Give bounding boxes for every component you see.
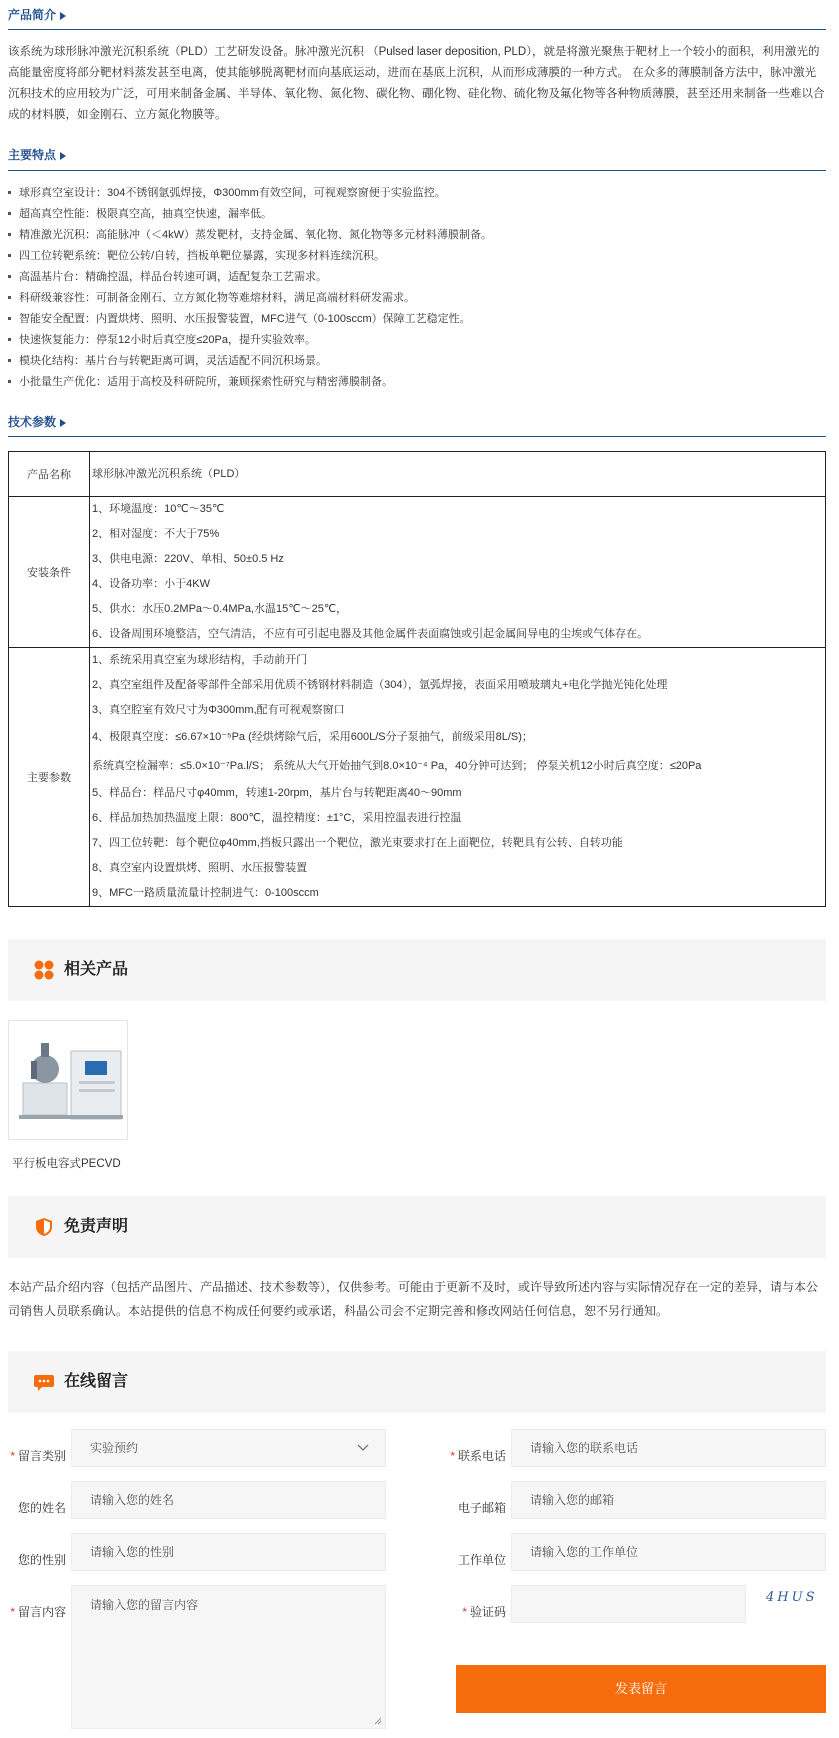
install-value <box>90 497 826 648</box>
chevron-down-icon <box>357 1444 369 1452</box>
disclaimer-title: 免责声明 <box>64 1218 129 1235</box>
param-line: 6、样品加热加热温度上限：800℃，温控精度：±1°C，采用控温表进行控温 <box>92 812 462 824</box>
table-row <box>9 452 826 497</box>
bullet-icon <box>8 296 11 299</box>
captcha-input[interactable] <box>511 1585 746 1623</box>
install-label: 安装条件 <box>9 497 90 648</box>
product-thumbnail[interactable] <box>8 1020 128 1140</box>
triangle-right-icon <box>60 152 66 160</box>
features-divider <box>8 170 826 171</box>
feature-item <box>8 246 826 267</box>
install-line: 5、供水：水压0.2MPa～0.4MPa,水温15℃～25℃， <box>92 603 348 615</box>
message-header <box>8 1351 826 1413</box>
type-label: * 留言类别 <box>10 1449 66 1463</box>
disclaimer-paragraph: 本站产品介绍内容（包括产品图片、产品描述、技术参数等），仅供参考。可能由于更新不及时，或许导致所述内容与实际情况存在一定的差异，请与本公司销售人员联系确认。本站提供的信息不构成任何要约或承诺，科晶公司会不定期完善和修改网站任何信息，恕不另行通知。 <box>8 1280 819 1318</box>
main-params-value <box>90 648 826 907</box>
name-label: 您的姓名 <box>17 1501 66 1515</box>
table-row <box>9 648 826 907</box>
feature-text: 超高真空性能：极限真空高，抽真空快速，漏率低。 <box>19 208 272 220</box>
feature-item <box>8 351 826 372</box>
bullet-icon <box>8 317 11 320</box>
product-name-link[interactable]: 平行板电容式PECVD <box>12 1158 121 1170</box>
param-line: 2、真空室组件及配备零部件全部采用优质不锈钢材料制造（304），氩弧焊接，表面采用喷玻璃丸+电化学抛光钝化处理 <box>92 679 668 691</box>
bullet-icon <box>8 359 11 362</box>
content-placeholder: 请输入您的留言内容 <box>90 1598 199 1612</box>
feature-text: 模块化结构：基片台与转靶距离可调，灵活适配不同沉积场景。 <box>19 355 327 367</box>
phone-label-text: 联系电话 <box>457 1449 506 1463</box>
bullet-icon <box>8 233 11 236</box>
resize-handle-icon[interactable] <box>374 1717 382 1725</box>
feature-item <box>8 288 826 309</box>
company-input[interactable]: 请输入您的工作单位 <box>511 1533 826 1571</box>
message-title: 在线留言 <box>64 1373 129 1390</box>
related-products-title: 相关产品 <box>64 961 129 978</box>
grid-icon <box>34 960 54 980</box>
email-input[interactable]: 请输入您的邮箱 <box>511 1481 826 1519</box>
message-type-select[interactable] <box>71 1429 386 1467</box>
table-row <box>9 497 826 648</box>
bullet-icon <box>8 380 11 383</box>
feature-item <box>8 372 826 393</box>
captcha-label-text: 验证码 <box>469 1605 506 1619</box>
feature-item <box>8 204 826 225</box>
pecvd-machine-image <box>9 1021 127 1139</box>
content-label-text: 留言内容 <box>17 1605 66 1619</box>
product-name-value <box>90 452 826 497</box>
bullet-icon <box>8 275 11 278</box>
param-line: 5、样品台：样品尺寸φ40mm，转速1-20rpm，基片台与转靶距离40～90mm <box>92 787 462 799</box>
message-type-value: 实验预约 <box>90 1441 139 1455</box>
bullet-icon <box>8 338 11 341</box>
param-line: 8、真空室内设置烘烤、照明、水压报警装置 <box>92 862 308 874</box>
feature-item <box>8 225 826 246</box>
spec-table <box>8 451 826 907</box>
feature-item <box>8 183 826 204</box>
email-label: 电子邮箱 <box>457 1501 506 1515</box>
install-line: 6、设备周围环境整洁，空气清洁，不应有可引起电器及其他金属件表面腐蚀或引起金属间导电的尘埃或气体存在。 <box>92 628 649 640</box>
bullet-icon <box>8 191 11 194</box>
install-line: 2、相对湿度：不大于75% <box>92 528 220 540</box>
feature-text: 小批量生产优化：适用于高校及科研院所，兼顾探索性研究与精密薄膜制备。 <box>19 376 393 388</box>
company-label: 工作单位 <box>457 1553 506 1567</box>
gender-label: 您的性别 <box>17 1553 66 1567</box>
gender-input[interactable]: 请输入您的性别 <box>71 1533 386 1571</box>
param-line: 4、极限真空度：≤6.67×10⁻⁵Pa (经烘烤除气后，采用600L/S分子泵抽气，前级采用8L/S)； <box>92 731 533 743</box>
disclaimer-header <box>8 1196 826 1258</box>
feature-text: 智能安全配置：内置烘烤、照明、水压报警装置，MFC进气（0-100sccm）保障工艺稳定性。 <box>19 313 471 325</box>
chat-bubble-icon <box>34 1372 54 1392</box>
specs-section-title <box>8 412 826 432</box>
intro-divider <box>8 29 826 30</box>
feature-text: 四工位转靶系统：靶位公转/自转，挡板单靶位暴露，实现多材料连续沉积。 <box>19 250 386 262</box>
message-content-textarea[interactable] <box>71 1585 386 1729</box>
feature-text: 快速恢复能力：停泵12小时后真空度≤20Pa，提升实验效率。 <box>19 334 316 346</box>
captcha-label: * 验证码 <box>462 1605 506 1619</box>
features-title-text: 主要特点 <box>8 148 57 162</box>
content-label: * 留言内容 <box>10 1605 66 1619</box>
install-line: 4、设备功率：小于4KW <box>92 578 210 590</box>
triangle-right-icon <box>60 12 66 20</box>
feature-item <box>8 267 826 288</box>
phone-input[interactable]: 请输入您的联系电话 <box>511 1429 826 1467</box>
intro-paragraph: 该系统为球形脉冲激光沉积系统（PLD）工艺研发设备。脉冲激光沉积 （Pulsed laser deposition, PLD），就是将激光聚焦于靶材上一个较小的面积，利用激光的高能量密度将部分靶材料蒸发甚至电离，使其能够脱离靶材而向基底运动，进而在基底上沉积，从而形成薄膜的一种方式。 在众多的薄膜制备方法中，脉冲激光沉积技术的应用较为广泛，可用来制备金属、半导体、氧化物、氮化物、碳化物、硼化物、硅化物、硫化物及氟化物等各种物质薄膜，甚至还用来制备一些难以合成的材料膜，如金刚石、立方氮化物膜等。 <box>8 46 825 121</box>
intro-title-text: 产品简介 <box>8 8 57 22</box>
triangle-right-icon <box>60 419 66 427</box>
bullet-icon <box>8 254 11 257</box>
captcha-image[interactable]: 4HUS <box>766 1590 818 1605</box>
phone-label: * 联系电话 <box>450 1449 506 1463</box>
shield-icon <box>34 1217 54 1237</box>
feature-text: 高温基片台：精确控温，样品台转速可调，适配复杂工艺需求。 <box>19 271 327 283</box>
install-line: 1、环境温度：10℃～35℃ <box>92 503 225 515</box>
feature-item <box>8 309 826 330</box>
param-line: 9、MFC一路质量流量计控制进气：0-100sccm <box>92 887 319 899</box>
name-input[interactable]: 请输入您的姓名 <box>71 1481 386 1519</box>
features-section-title <box>8 145 826 165</box>
specs-divider <box>8 436 826 437</box>
param-line: 3、真空腔室有效尺寸为Φ300mm,配有可视观察窗口 <box>92 704 345 716</box>
param-line: 系统真空检漏率：≤5.0×10⁻⁷Pa.l/S； 系统从大气开始抽气到8.0×10⁻⁴ Pa，40分钟可达到； 停泵关机12小时后真空度：≤20Pa <box>92 760 702 772</box>
features-list <box>8 183 826 393</box>
install-line: 3、供电电源：220V、单相、50±0.5 Hz <box>92 553 284 565</box>
specs-title-text: 技术参数 <box>8 415 57 429</box>
param-line: 7、四工位转靶：每个靶位φ40mm,挡板只露出一个靶位，激光束要求打在上面靶位，转靶具有公转、自转功能 <box>92 837 623 849</box>
submit-button[interactable]: 发表留言 <box>456 1665 826 1713</box>
param-line: 1、系统采用真空室为球形结构，手动前开门 <box>92 654 308 666</box>
feature-text: 科研级兼容性：可制备金刚石、立方氮化物等难熔材料，满足高端材料研发需求。 <box>19 292 415 304</box>
related-products-header <box>8 939 826 1001</box>
feature-text: 精准激光沉积：高能脉冲（＜4kW）蒸发靶材，支持金属、氧化物、氮化物等多元材料薄膜制备。 <box>19 229 492 241</box>
feature-item <box>8 330 826 351</box>
product-name-label: 产品名称 <box>9 452 90 497</box>
product-name-text: 球形脉冲激光沉积系统（PLD） <box>92 467 246 480</box>
main-params-label: 主要参数 <box>9 648 90 907</box>
bullet-icon <box>8 212 11 215</box>
type-label-text: 留言类别 <box>17 1449 66 1463</box>
intro-section-title <box>8 5 826 25</box>
feature-text: 球形真空室设计：304不锈钢氩弧焊接，Φ300mm有效空间，可视观察窗便于实验监控。 <box>19 187 446 199</box>
